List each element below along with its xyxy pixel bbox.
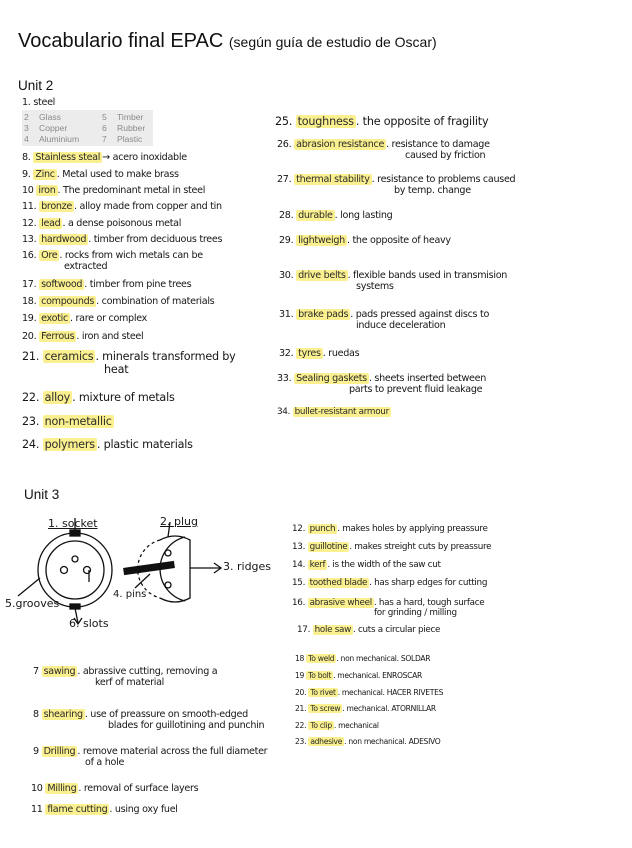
material-name: Plastic: [117, 134, 143, 144]
socket-plug-diagram: [0, 510, 280, 640]
vocab-term: To rivet: [310, 688, 336, 697]
vocab-term: flame cutting: [47, 804, 108, 815]
vocab-term: sawing: [43, 666, 76, 677]
unit2-heading: Unit 2: [18, 78, 54, 93]
diagram-label-ridges: 3. ridges: [223, 560, 272, 573]
material-num: 7: [102, 134, 107, 144]
vocab-item: 22. alloy . mixture of metals: [22, 391, 175, 404]
vocab-item: 19. exotic . rare or complex: [22, 313, 148, 324]
vocab-item: 17. hole saw . cuts a circular piece: [297, 625, 441, 635]
vocab-item: 29. lightweigh . the opposite of heavy: [279, 235, 451, 246]
material-num: 2: [24, 112, 29, 122]
vocab-term: To screw: [310, 704, 341, 713]
vocab-term: Sealing gaskets: [296, 373, 367, 384]
vocab-item: 9 Drilling . remove material across the full diameter of a hole: [33, 746, 268, 768]
vocab-term: toothed blade: [309, 578, 368, 588]
vocab-term: bronze: [41, 201, 73, 212]
vocab-term: durable: [298, 210, 333, 221]
vocab-item: 20. To rivet . mechanical. HACER RIVETES: [295, 688, 444, 697]
vocab-term: punch: [309, 524, 336, 534]
vocab-term: ceramics: [44, 350, 94, 363]
material-num: 4: [24, 134, 29, 144]
vocab-item: 28. durable . long lasting: [279, 210, 393, 221]
vocab-item: 30. drive belts . flexible bands used in transmision systems: [279, 270, 508, 292]
vocab-term: To clip: [310, 721, 332, 730]
vocab-item: 13. hardwood . timber from deciduous trees: [22, 234, 223, 245]
vocab-item: 7 sawing . abrassive cutting, removing a kerf of material: [33, 666, 218, 688]
vocab-item: 10 Milling . removal of surface layers: [31, 783, 199, 794]
vocab-item: 27. thermal stability . resistance to problems caused by temp. change: [277, 174, 516, 196]
materials-table: [22, 110, 153, 146]
vocab-term: shearing: [43, 709, 83, 720]
vocab-term: Drilling: [43, 746, 76, 757]
vocab-item: 12. lead . a dense poisonous metal: [22, 218, 182, 229]
vocab-term: thermal stability: [296, 174, 370, 185]
vocab-item: 19 To bolt . mechanical. ENROSCAR: [295, 671, 423, 680]
vocab-item: 33. Sealing gaskets . sheets inserted between parts to prevent fluid leakage: [277, 373, 487, 395]
vocab-term: hardwood: [41, 234, 87, 245]
vocab-term: bullet-resistant armour: [294, 407, 389, 417]
vocab-item: 17. softwood . timber from pine trees: [22, 279, 192, 290]
vocab-item: 21. ceramics . minerals transformed by heat: [22, 350, 236, 376]
material-name: Rubber: [117, 123, 146, 133]
material-num: 5: [102, 112, 107, 122]
diagram-label-grooves: 5.grooves: [5, 597, 60, 610]
vocab-term: Ferrous: [41, 331, 75, 342]
material-name: Copper: [39, 123, 68, 133]
vocab-item: 22. To clip . mechanical: [295, 721, 379, 730]
material-name: Glass: [39, 112, 61, 122]
vocab-item: 18. compounds . combination of materials: [22, 296, 215, 307]
vocab-term: hole saw: [314, 625, 351, 635]
material-num: 6: [102, 123, 107, 133]
vocab-item: 24. polymers . plastic materials: [22, 438, 193, 451]
vocab-term: Ore: [41, 250, 58, 261]
vocab-item: 32. tyres . ruedas: [279, 348, 360, 359]
vocab-item: 9. Zinc . Metal used to make brass: [22, 169, 179, 180]
vocab-item: 16. Ore . rocks from wich metals can be extracted: [22, 250, 203, 272]
vocab-item: 12. punch . makes holes by applying preassure: [292, 524, 488, 534]
vocab-item: 15. toothed blade . has sharp edges for cutting: [292, 578, 488, 588]
vocab-term: lead: [41, 218, 61, 229]
diagram-label-slots: 6. slots: [69, 617, 109, 630]
title-main: Vocabulario final EPAC: [18, 30, 224, 52]
vocab-term: compounds: [41, 296, 95, 307]
vocab-term: Zinc: [35, 169, 55, 180]
material-name: Timber: [117, 112, 144, 122]
vocab-term: drive belts: [298, 270, 346, 281]
vocab-term: abrasive wheel: [309, 598, 372, 608]
vocab-item: 8. Stainless steal → acero inoxidable: [22, 152, 187, 163]
diagram-label-plug: 2. plug: [160, 515, 198, 528]
vocab-term: guillotine: [309, 542, 348, 552]
material-num: 3: [24, 123, 29, 133]
vocab-term: kerf: [309, 560, 326, 570]
vocab-term: softwood: [41, 279, 83, 290]
vocab-term: To weld: [308, 654, 335, 663]
title-subtitle: (según guía de estudio de Oscar): [228, 34, 437, 50]
vocab-term: abrasion resistance: [296, 139, 385, 150]
vocab-term: To bolt: [308, 671, 332, 680]
material-name: Aluminium: [39, 134, 80, 144]
vocab-item: 34. bullet-resistant armour: [277, 407, 389, 417]
vocab-term: Stainless steal: [35, 152, 101, 163]
vocab-term: non-metallic: [44, 415, 112, 428]
vocab-term: tyres: [298, 348, 321, 359]
vocab-term: adhesive: [310, 737, 343, 746]
vocab-term: Milling: [47, 783, 77, 794]
unit2-item-1: 1. steel: [22, 97, 56, 108]
vocab-term: iron: [38, 185, 56, 196]
diagram-label-socket: 1. socket: [48, 517, 98, 530]
vocab-term: polymers: [44, 438, 95, 451]
vocab-item: 31. brake pads . pads pressed against discs to induce deceleration: [279, 309, 490, 331]
vocab-term: lightweigh: [298, 235, 345, 246]
unit3-heading: Unit 3: [24, 487, 60, 502]
vocab-term: brake pads: [298, 309, 349, 320]
vocab-item: 26. abrasion resistance . resistance to damage caused by friction: [277, 139, 490, 161]
vocab-item: 23. non-metallic: [22, 415, 112, 428]
vocab-item: 18 To weld . non mechanical. SOLDAR: [295, 654, 431, 663]
vocab-item: 14. kerf . is the width of the saw cut: [292, 560, 441, 570]
vocab-item: 20. Ferrous . iron and steel: [22, 331, 144, 342]
page-title: [18, 30, 437, 53]
vocab-term: toughness: [297, 115, 354, 128]
diagram-label-pins: 4. pins: [113, 589, 147, 600]
vocab-item: 16. abrasive wheel . has a hard, tough surface for grinding / milling: [292, 598, 485, 618]
vocab-term: alloy: [44, 391, 71, 404]
vocab-item: 25. toughness . the opposite of fragility: [275, 115, 489, 128]
vocab-term: exotic: [41, 313, 68, 324]
vocab-item: 23. adhesive . non mechanical. ADESIVO: [295, 737, 441, 746]
vocab-item: 11. bronze . alloy made from copper and tin: [22, 201, 222, 212]
vocab-item: 10 iron . The predominant metal in steel: [22, 185, 206, 196]
vocab-item: 21. To screw . mechanical. ATORNILLAR: [295, 704, 436, 713]
vocab-item: 8 shearing . use of preassure on smooth-edged blades for guillotining and punchin: [33, 709, 265, 731]
vocab-item: 13. guillotine . makes streight cuts by preassure: [292, 542, 492, 552]
vocab-item: 11 flame cutting . using oxy fuel: [31, 804, 178, 815]
